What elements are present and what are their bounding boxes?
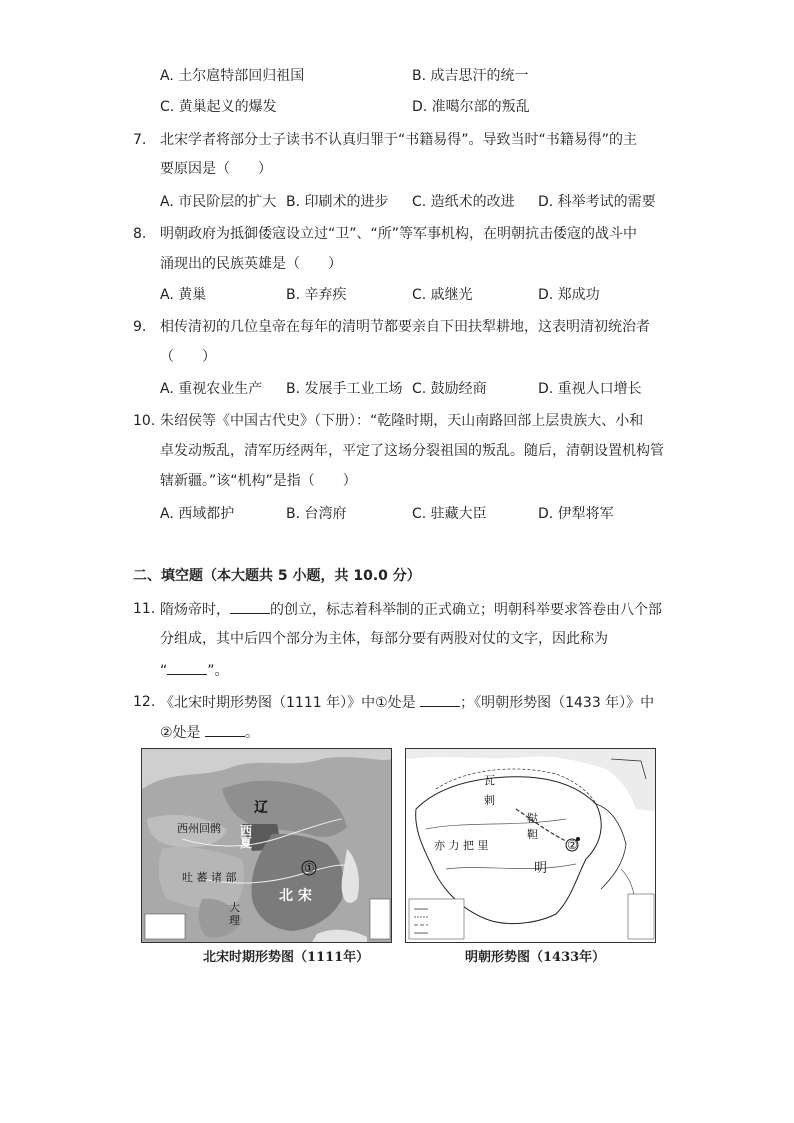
q10-number: 10. bbox=[133, 413, 156, 429]
q7-option-b[interactable]: B. 印刷术的进步 bbox=[286, 194, 389, 210]
map-marker-2: ② bbox=[567, 838, 578, 852]
q11-line1-pre: 隋炀帝时， bbox=[160, 602, 230, 618]
map-label-dada: 鞑 靼 bbox=[527, 812, 538, 841]
q7-option-a[interactable]: A. 市民阶层的扩大 bbox=[160, 194, 277, 210]
q7-option-d[interactable]: D. 科举考试的需要 bbox=[538, 194, 656, 210]
q9-stem-line1: 相传清初的几位皇帝在每年的清明节都要亲自下田扶犁耕地，这表明清初统治者 bbox=[160, 319, 650, 335]
q12-number: 12. bbox=[133, 694, 156, 710]
q10-stem-line2: 卓发动叛乱，清军历经两年，平定了这场分裂祖国的叛乱。随后，清朝设置机构管 bbox=[160, 443, 664, 459]
q11-stem-line2: 分组成，其中后四个部分为主体，每部分要有两股对仗的文字，因此称为 bbox=[160, 631, 608, 647]
q12-line2-pre: ②处是 bbox=[160, 725, 206, 741]
q11-line3-pre: “ bbox=[160, 663, 168, 679]
map-label-beisong: 北 宋 bbox=[279, 888, 312, 904]
q10-option-c[interactable]: C. 驻藏大臣 bbox=[412, 506, 487, 522]
q9-number: 9. bbox=[133, 319, 147, 335]
q10-option-b[interactable]: B. 台湾府 bbox=[286, 506, 347, 522]
map-label-xixia: 西 夏 bbox=[240, 824, 253, 850]
q7-option-c[interactable]: C. 造纸术的改进 bbox=[412, 194, 515, 210]
q9-option-c[interactable]: C. 鼓励经商 bbox=[412, 381, 487, 397]
q8-number: 8. bbox=[133, 226, 147, 242]
q12-line1-post: ；《明朝形势图（1433 年）》中 bbox=[460, 695, 655, 711]
q10-stem-line3: 辖新疆。”该“机构”是指（ ） bbox=[160, 473, 357, 489]
q6-option-a[interactable]: A. 土尔扈特部回归祖国 bbox=[160, 68, 305, 84]
map-label-tubo: 吐 蕃 诸 部 bbox=[182, 871, 237, 884]
q9-option-a[interactable]: A. 重视农业生产 bbox=[160, 381, 263, 397]
q9-option-b[interactable]: B. 发展手工业工场 bbox=[286, 381, 403, 397]
map-label-wala: 瓦 剌 bbox=[484, 774, 495, 807]
q12-stem-line1 bbox=[160, 692, 654, 713]
ming-map-caption: 明朝形势图（1433年） bbox=[465, 950, 606, 965]
q12-stem-line2 bbox=[160, 722, 259, 743]
ming-map bbox=[405, 748, 656, 943]
q8-option-a[interactable]: A. 黄巢 bbox=[160, 287, 207, 303]
q6-option-c[interactable]: C. 黄巢起义的爆发 bbox=[160, 99, 277, 115]
q6-option-b[interactable]: B. 成吉思汗的统一 bbox=[412, 68, 529, 84]
map-label-yilibali: 亦 力 把 里 bbox=[434, 839, 489, 852]
q8-option-c[interactable]: C. 戚继光 bbox=[412, 287, 473, 303]
q11-line1-post: 的创立，标志着科举制的正式确立；明朝科举要求答卷由八个部 bbox=[270, 602, 662, 618]
map-label-dali: 大 理 bbox=[229, 901, 240, 927]
q8-stem-line1: 明朝政府为抵御倭寇设立过“卫”、“所”等军事机构，在明朝抗击倭寇的战斗中 bbox=[160, 226, 638, 242]
q10-option-d[interactable]: D. 伊犁将军 bbox=[538, 506, 614, 522]
q9-stem-line2: （ ） bbox=[160, 349, 216, 365]
northern-song-map-drawing bbox=[142, 749, 391, 942]
northern-song-map-caption: 北宋时期形势图（1111年） bbox=[203, 950, 370, 965]
q12-blank-2[interactable] bbox=[205, 722, 245, 737]
q11-blank-2[interactable] bbox=[167, 660, 207, 675]
q7-stem-line1: 北宋学者将部分士子读书不认真归罪于“书籍易得”。导致当时“书籍易得”的主 bbox=[160, 132, 638, 148]
map-label-liao: 辽 bbox=[254, 800, 268, 816]
q11-stem-line3 bbox=[160, 660, 229, 681]
map-label-xizhou-huihu: 西州回鹘 bbox=[177, 822, 221, 835]
map-marker-1: ① bbox=[304, 861, 315, 875]
q10-option-a[interactable]: A. 西域都护 bbox=[160, 506, 235, 522]
q7-number: 7. bbox=[133, 132, 147, 148]
q8-option-d[interactable]: D. 郑成功 bbox=[538, 287, 600, 303]
q12-blank-1[interactable] bbox=[420, 692, 460, 707]
q11-stem-line1 bbox=[160, 599, 662, 620]
q7-stem-line2: 要原因是（ ） bbox=[160, 161, 272, 177]
q12-line2-post: 。 bbox=[245, 725, 260, 741]
q8-stem-line2: 涌现出的民族英雄是（ ） bbox=[160, 256, 342, 272]
q12-line1-pre: 《北宋时期形势图（1111 年）》中①处是 bbox=[160, 695, 421, 711]
q9-option-d[interactable]: D. 重视人口增长 bbox=[538, 381, 642, 397]
northern-song-map bbox=[141, 748, 392, 943]
q11-number: 11. bbox=[133, 601, 156, 617]
map-label-ming: 明 bbox=[534, 861, 548, 876]
q11-blank-1[interactable] bbox=[230, 599, 270, 614]
q11-line3-post: ”。 bbox=[207, 663, 229, 679]
q8-option-b[interactable]: B. 辛弃疾 bbox=[286, 287, 347, 303]
q6-option-d[interactable]: D. 准噶尔部的叛乱 bbox=[412, 99, 530, 115]
q10-stem-line1: 朱绍侯等《中国古代史》（下册）：“乾隆时期，天山南路回部上层贵族大、小和 bbox=[160, 413, 644, 429]
section-title-fill-in: 二、填空题（本大题共 5 小题，共 10.0 分） bbox=[133, 568, 421, 584]
